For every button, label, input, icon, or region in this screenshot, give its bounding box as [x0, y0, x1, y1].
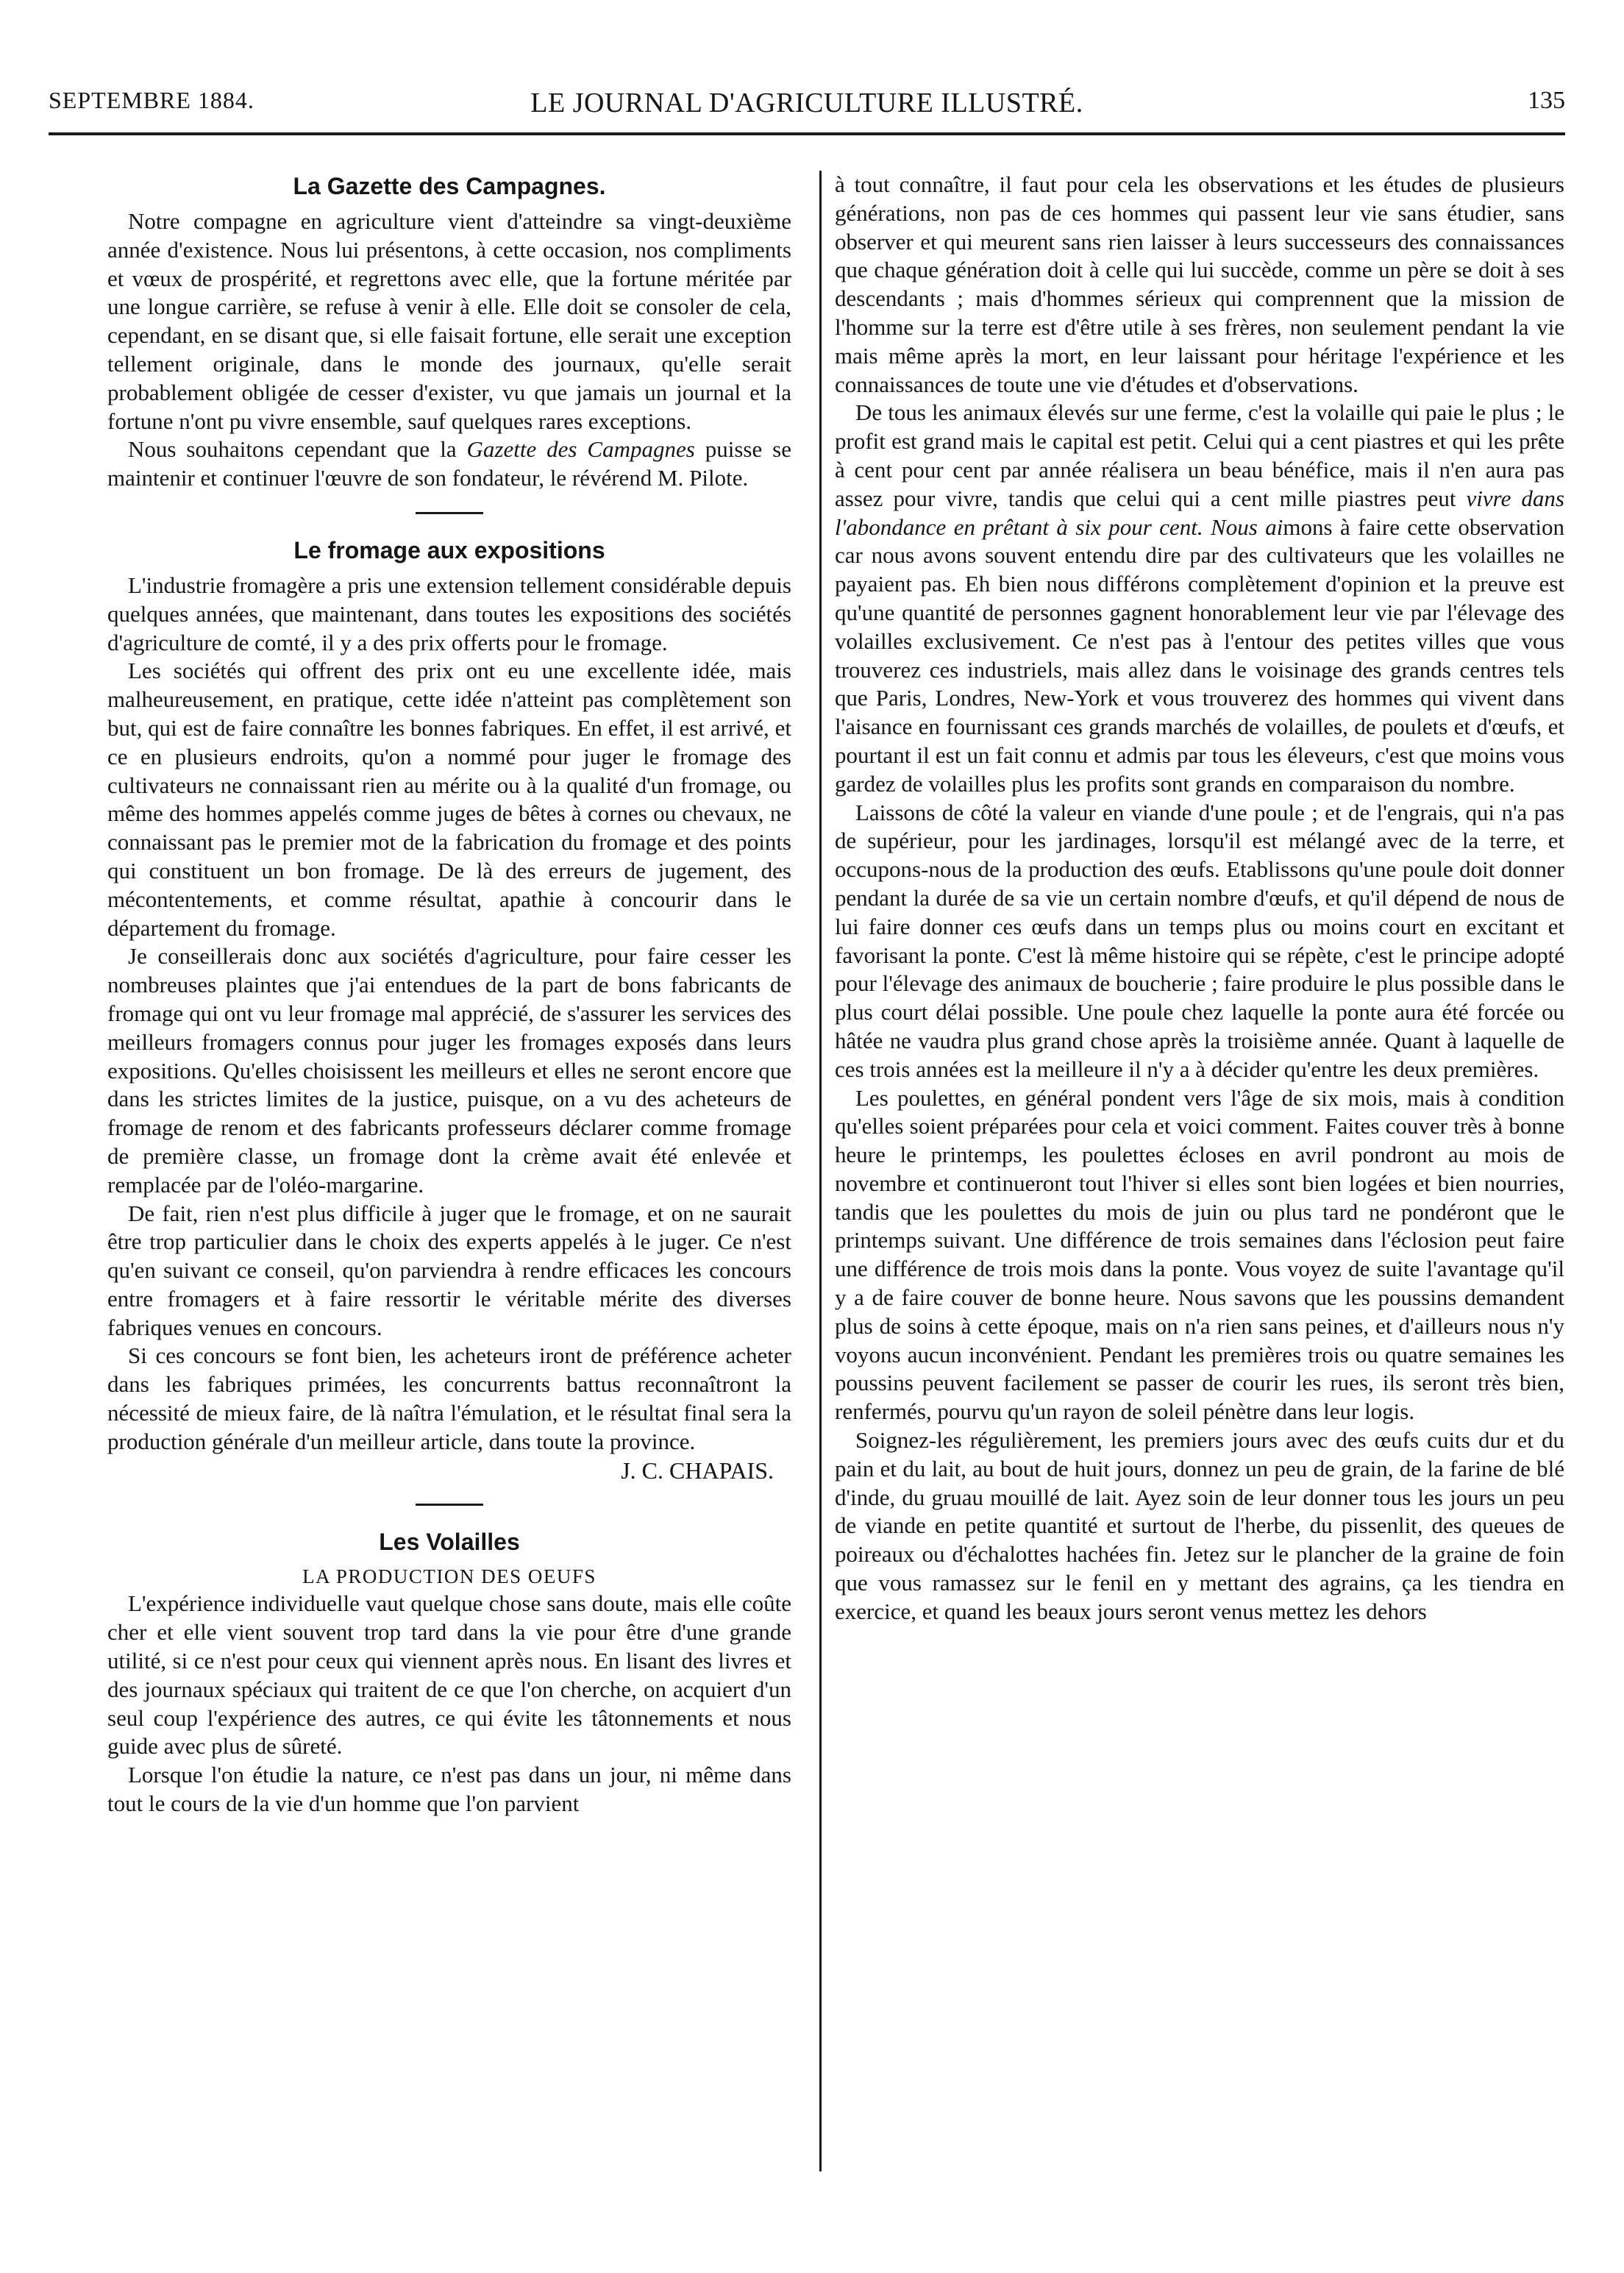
- volailles-paragraph: [835, 399, 1564, 798]
- volailles-paragraph: Soignez-les régulièrement, les premiers jours avec des œufs cuits dur et du pain et du lait, au bout de huit jours, donnez un peu de grain, de la farine de blé d'inde, du gruau mouillé de lait. Ayez soin de leur donner tous les jours un peu de viande en petite quantité et surtout de l'herbe, du pissenlit, des queues de poireaux ou d'échalottes hachées fin. Jetez sur le plancher de la graine de foin que vous ramassez sur le fenil en y mettant des agrains, ça les tiendra en exercice, et quand les beaux jours seront venus mettez les dehors: [835, 1427, 1564, 1624]
- volailles-italic-text: vivre dans l'abondance en prêtant à six pour cent. Nous ai: [835, 485, 1565, 540]
- volailles-paragraph: Laissons de côté la valeur en viande d'une poule ; et de l'engrais, qui n'a pas de supérieur, pour les jardinages, lorsqu'il est mélangé avec de la terre, et occupons-nous de la production des œufs. Etablissons qu'une poule doit donner pendant la durée de sa vie un certain nombre d'œufs, et qu'il dépend de nous de lui faire donner ces œufs dans un temps plus ou moins court en excitant et favorisant la ponte. C'est là même histoire qui se répète, c'est le principe adopté pour l'élevage des animaux de boucherie ; faire produire le plus possible dans le plus court délai possible. Une poule chez laquelle la ponte aura été forcée ou hâtée ne vaudra plus grand chose après la troisième année. Quant à laquelle de ces trois années est la meilleure il n'y a à décider qu'entre les deux premières.: [835, 799, 1564, 1082]
- fromage-paragraph: L'industrie fromagère a pris une extension tellement considérable depuis quelques années, que maintenant, dans toutes les expositions des sociétés d'agriculture de comté, il y a des prix offerts pour le fromage.: [107, 572, 791, 655]
- page-header: [49, 87, 1565, 116]
- column-divider: [819, 171, 822, 2171]
- volailles-paragraph: à tout connaître, il faut pour cela les observations et les études de plusieurs générations, non pas de ces hommes qui passent leur vie sans étudier, sans observer et qui meurent sans rien laisser à leurs successeurs des connaissances que chaque génération doit à celle qui lui succède, comme un père se doit à ses descendants ; mais d'hommes sérieux qui comprennent que la mission de l'homme sur la terre est d'être utile à ses frères, non seulement pendant la vie mais même après la mort, en leur laissant pour héritage l'expérience et les connaissances de toute une vie d'études et d'observations.: [835, 171, 1564, 397]
- volailles-paragraph: Les poulettes, en général pondent vers l'âge de six mois, mais à condition qu'elles soient préparées pour cela et voici comment. Faites couver très à bonne heure le printemps, les poulettes écloses en avril pondront au mois de novembre et continueront tout l'hiver si elles sont bien logées et bien nourries, tandis que les poulettes du mois de juin ou plus tard ne pondéront que le printemps suivant. Une différence de trois semaines dans l'éclosion peut faire une différence de trois mois dans la ponte. Vous voyez de suite l'avantage qu'il y a de faire couver de bonne heure. Nous savons que les poussins demandent plus de soins à cette époque, mais on n'a rien sans peines, et d'ailleurs nous n'y voyons aucun inconvénient. Pendant les premières trois ou quatre semaines les poussins peuvent facilement se passer de courir les rues, ils seront très bien, renfermés, pourvu qu'un rayon de soleil pénètre dans leur logis.: [835, 1084, 1564, 1425]
- fromage-paragraph: De fait, rien n'est plus difficile à juger que le fromage, et on ne saurait être trop particulier dans le choix des experts appelés à le juger. Ce n'est qu'en suivant ce conseil, qu'on parviendra à rendre efficaces les concours entre fromagers et à faire ressortir le véritable mérite des diverses fabriques venues en concours.: [107, 1200, 791, 1340]
- volailles-title: Les Volailles: [379, 1529, 520, 1556]
- volailles-text: mons à faire cette observation car nous avons souvent entendu dire par des cultivateurs que les volailles ne payaient pas. Eh bien nous différons complètement d'opinion et la preuve est qu'une quantité de personnes gagnent honorablement leur vie par l'élevage des volailles exclusivement. Ce n'est pas à l'entour des petites villes que vous trouverez ces industriels, mais allez dans le voisinage des grands centres tels que Paris, Londres, New-York et vous trouverez des hommes qui vivent dans l'aisance en fournissant ces grands marchés de volailles, de poulets et d'œufs, et pourtant il est un fait connu et admis par tous les éleveurs, c'est que moins vous gardez de volailles plus les profits sont grands en comparaison du nombre.: [835, 513, 1564, 797]
- volailles-text: De tous les animaux élevés sur une ferme, c'est la volaille qui paie le plus ; le profit est grand mais le capital est petit. Celui qui a cent piastres et qui les prête à cent pour cent par année réalisera un beau bénéfice, mais il n'en aura pas assez pour vivre, tandis que celui qui a cent mille piastres peut: [835, 399, 1564, 511]
- volailles-paragraph: L'expérience individuelle vaut quelque chose sans doute, mais elle coûte cher et elle vient souvent trop tard dans la vie pour être d'une grande utilité, si ce n'est pour ceux qui viennent après nous. En lisant des livres et des journaux spéciaux qui traitent de ce que l'on cherche, on acquiert d'un seul coup l'expérience des autres, ce qui évite les tâtonnements et nous guide avec plus de sûreté.: [107, 1590, 791, 1760]
- section-separator: [416, 512, 483, 514]
- journal-title: LE JOURNAL D'AGRICULTURE ILLUSTRÉ.: [530, 88, 1083, 118]
- gazette-paragraph: Notre compagne en agriculture vient d'atteindre sa vingt-deuxième année d'existence. Nous lui présentons, à cette occasion, nos compliments et vœux de prospérité, et regrettons avec elle, que la fortune méritée par une longue carrière, se refuse à venir à elle. Elle doit se consoler de cela, cependant, en se disant que, si elle faisait fortune, elle serait une exception tellement originale, dans le monde des journaux, qu'elle serait probablement obligée de cesser d'exister, vu que jamais un journal et la fortune n'ont pu vivre ensemble, sauf quelques rares exceptions.: [107, 208, 791, 434]
- left-column: [107, 171, 791, 1818]
- fromage-paragraph: Les sociétés qui offrent des prix ont eu une excellente idée, mais malheureusement, en pratique, cette idée n'atteint pas complètement son but, qui est de faire connaître les bonnes fabriques. En effet, il est arrivé, et ce en plusieurs endroits, qu'on a nommé pour juger le fromage des cultivateurs ne connaissant rien au mérite ou à la qualité d'un fromage, ou même des hommes appelés comme juges de bêtes à cornes ou chevaux, ne connaissant pas le premier mot de la fabrication du fromage et des points qui constituent un bon fromage. De là des erreurs de jugement, des mécontentements, et comme résultat, apathie à concourir dans le département du fromage.: [107, 658, 791, 941]
- right-column: [835, 171, 1564, 1626]
- gazette-title: La Gazette des Campagnes.: [293, 173, 606, 199]
- section-separator: [416, 1504, 483, 1506]
- gazette-paragraph: [107, 435, 791, 493]
- gazette-newspaper-name: Gazette des Campagnes: [466, 436, 695, 463]
- page-number: 135: [1528, 87, 1565, 114]
- fromage-paragraph: Je conseillerais donc aux sociétés d'agriculture, pour faire cesser les nombreuses plaintes que j'ai entendues de la part de bons fabricants de fromage qui ont vu leur fromage mal apprécié, de s'assurer les services des meilleurs fromagers connus pour juger les fromages exposés dans leurs expositions. Qu'elles choisissent les meilleurs et elles ne seront encore que dans les strictes limites de la justice, puisque, on a vu des acheteurs de fromage de renom et des fabricants professeurs déclarer comme fromage de première classe, un fromage dont la crème avait été enlevée et remplacée par de l'oléo-margarine.: [107, 943, 791, 1198]
- issue-date: SEPTEMBRE 1884.: [49, 87, 254, 113]
- gazette-text: puisse se maintenir et continuer l'œuvre de son fondateur, le révérend M. Pilote.: [107, 436, 791, 491]
- volailles-subtitle: LA PRODUCTION DES OEUFS: [302, 1565, 596, 1588]
- fromage-title: Le fromage aux expositions: [293, 536, 605, 563]
- gazette-text: Nous souhaitons cependant que la: [128, 436, 467, 463]
- header-rule: [49, 132, 1565, 135]
- volailles-paragraph: Lorsque l'on étudie la nature, ce n'est pas dans un jour, ni même dans tout le cours de la vie d'un homme que l'on parvient: [107, 1762, 791, 1817]
- fromage-paragraph: Si ces concours se font bien, les acheteurs iront de préférence acheter dans les fabriques primées, les concurrents battus reconnaîtront la nécessité de mieux faire, de là naîtra l'émulation, et le résultat final sera la production générale d'un meilleur article, dans toute la province.: [107, 1342, 791, 1454]
- author-signature: J. C. CHAPAIS.: [621, 1456, 774, 1484]
